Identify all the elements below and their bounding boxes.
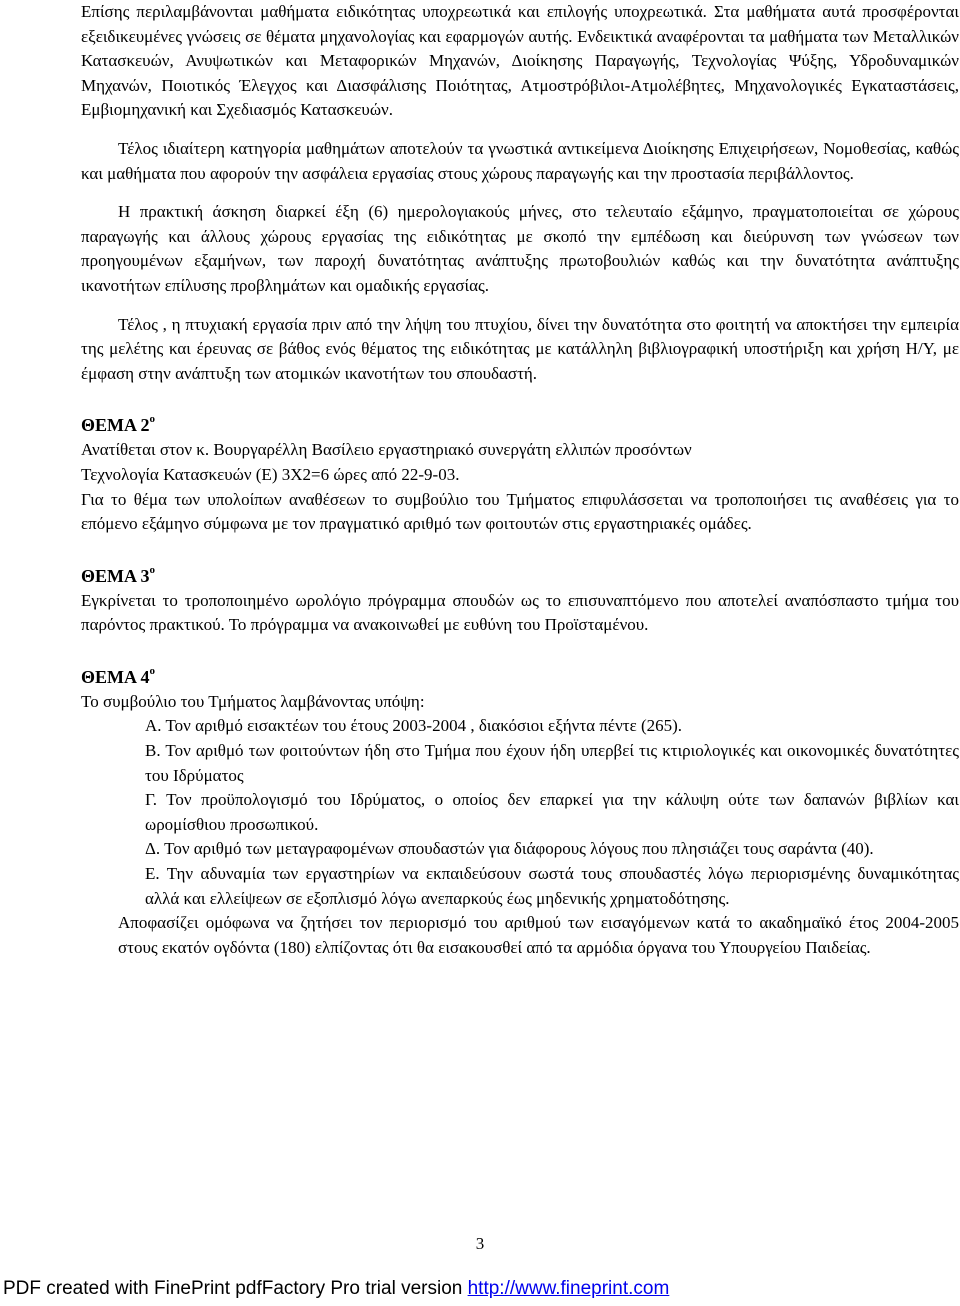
paragraph-specialty-courses: Επίσης περιλαμβάνονται μαθήματα ειδικότητας υποχρεωτικά και επιλογής υποχρεωτικά. Στα μαθήματα αυτά προσφέρονται εξειδικευμένες γνώσεις σε θέματα μηχανολογίας και εφαρμογών αυτής. Ενδεικτικά αναφέρονται τα μαθήματα των Μεταλλικών Κατασκευών, Ανυψωτικών και Μεταφορικών Μηχανών, Διοίκησης Παραγωγής, Τεχνολογίας Ψύξης, Υδροδυναμικών Μηχανών, Ποιοτικός Έλεγχος και Διασφάλισης Ποιότητας, Ατμοστρόβιλοι-Ατμολέβητες, Μηχανολογικές Εγκαταστάσεις, Εμβιομηχανική και Σχεδιασμός Κατασκευών. <box>81 2 959 120</box>
thema-4-intro: Το συμβούλιο του Τμήματος λαμβάνοντας υπόψη: <box>81 691 425 711</box>
paragraph-thesis: Τέλος , η πτυχιακή εργασία πριν από την λήψη του πτυχίου, δίνει την δυνατότητα στο φοιτητή να αποκτήσει την εμπειρία της μελέτης και έρευνας σε βάθος ενός θέματος της ειδικότητας με κατάλληλη βιβλιογραφική υποστήριξη και χρήση Η/Υ, με έμφαση στην ανάπτυξη των ατομικών ικανοτήτων του σπουδαστή. <box>81 314 959 383</box>
footer-text: PDF created with FinePrint pdfFactory Pro trial version <box>3 1278 468 1299</box>
heading-thema-3: ΘΕΜΑ $3^o$ <box>81 563 156 586</box>
list-item: Α. Τον αριθμό εισακτέων του έτους 2003-2004 , διακόσιοι εξήντα πέντε (265). <box>145 716 683 736</box>
heading-thema-4: ΘΕΜΑ $4^o$ <box>81 664 156 687</box>
list-item: Γ. Τον προϋπολογισμό του Ιδρύματος, ο οποίος δεν επαρκεί για την κάλυψη ούτε των δαπανών βιβλίων και ωρομίσθιου προσωπικού. <box>145 790 959 834</box>
fineprint-link[interactable]: http://www.fineprint.com <box>467 1278 670 1299</box>
thema-2-assignment: Ανατίθεται στον κ. Βουργαρέλλη Βασίλειο εργαστηριακό συνεργάτη ελλιπών προσόντων <box>81 440 692 460</box>
page-number: 3 <box>475 1234 485 1253</box>
thema-3-text: Εγκρίνεται το τροποποιημένο ωρολόγιο πρόγραμμα σπουδών ως το επισυναπτόμενο που αποτελεί αναπόσπαστο τμήμα του παρόντος πρακτικού. Το πρόγραμμα να ανακοινωθεί με ευθύνη του Προϊσταμένου. <box>81 590 959 635</box>
pdf-footer <box>3 1278 669 1300</box>
list-item: Β. Τον αριθμό των φοιτούντων ήδη στο Τμήμα που έχουν ήδη υπερβεί τις κτιριολογικές και οικονομικές δυνατότητες του Ιδρύματος <box>145 741 959 785</box>
thema-2-course: Τεχνολογία Κατασκευών (Ε) 3Χ2=6 ώρες από 22-9-03. <box>81 464 460 484</box>
thema-2-note: Για το θέμα των υπολοίπων αναθέσεων το συμβούλιο του Τμήματος επιφυλάσσεται να τροποποιήσει τις αναθέσεις για το επόμενο εξάμηνο σύμφωνα με τον πραγματικό αριθμό των φοιτουτών στις εργαστηριακές ομάδες. <box>81 489 959 534</box>
document-page <box>81 0 959 960</box>
heading-thema-2: ΘΕΜΑ $2^o$ <box>81 413 156 436</box>
thema-4-conclusion: Αποφασίζει ομόφωνα να ζητήσει τον περιορισμό του αριθμού των εισαγόμενων κατά το ακαδημαϊκό έτος 2004-2005 στους εκατόν ογδόντα (180) ελπίζοντας ότι θα εισακουσθεί από τα αρμόδια όργανα του Υπουργείου Παιδείας. <box>118 913 959 957</box>
list-item: Δ. Τον αριθμό των μεταγραφομένων σπουδαστών για διάφορους λόγους που πλησιάζει τους σαράντα (40). <box>145 839 874 859</box>
paragraph-practical-training: Η πρακτική άσκηση διαρκεί έξη (6) ημερολογιακούς μήνες, στο τελευταίο εξάμηνο, πραγματοποιείται σε χώρους παραγωγής και άλλους χώρους εργασίας της ειδικότητας με σκοπό την εμπέδωση και διεύρυνση των γνώσεων των προηγουμένων εξαμήνων, των παροχή δυνατότητας ανάπτυξης πρωτοβουλιών καθώς και την δυνατότητα ανάπτυξης ικανοτήτων επίλυσης προβλημάτων και ομαδικής εργασίας. <box>81 202 959 295</box>
paragraph-management-courses: Τέλος ιδιαίτερη κατηγορία μαθημάτων αποτελούν τα γνωστικά αντικείμενα Διοίκησης Επιχειρήσεων, Νομοθεσίας, καθώς και μαθήματα που αφορούν την ασφάλεια εργασίας στους χώρους παραγωγής και την προστασία περιβάλλοντος. <box>81 138 959 183</box>
list-item: Ε. Την αδυναμία των εργαστηρίων να εκπαιδεύσουν σωστά τους σπουδαστές λόγω περιορισμένης δυναμικότητας αλλά και ελλείψεων σε εξοπλισμό λόγω ανεπαρκούς έως μηδενικής χρηματοδότησης. <box>145 864 959 908</box>
